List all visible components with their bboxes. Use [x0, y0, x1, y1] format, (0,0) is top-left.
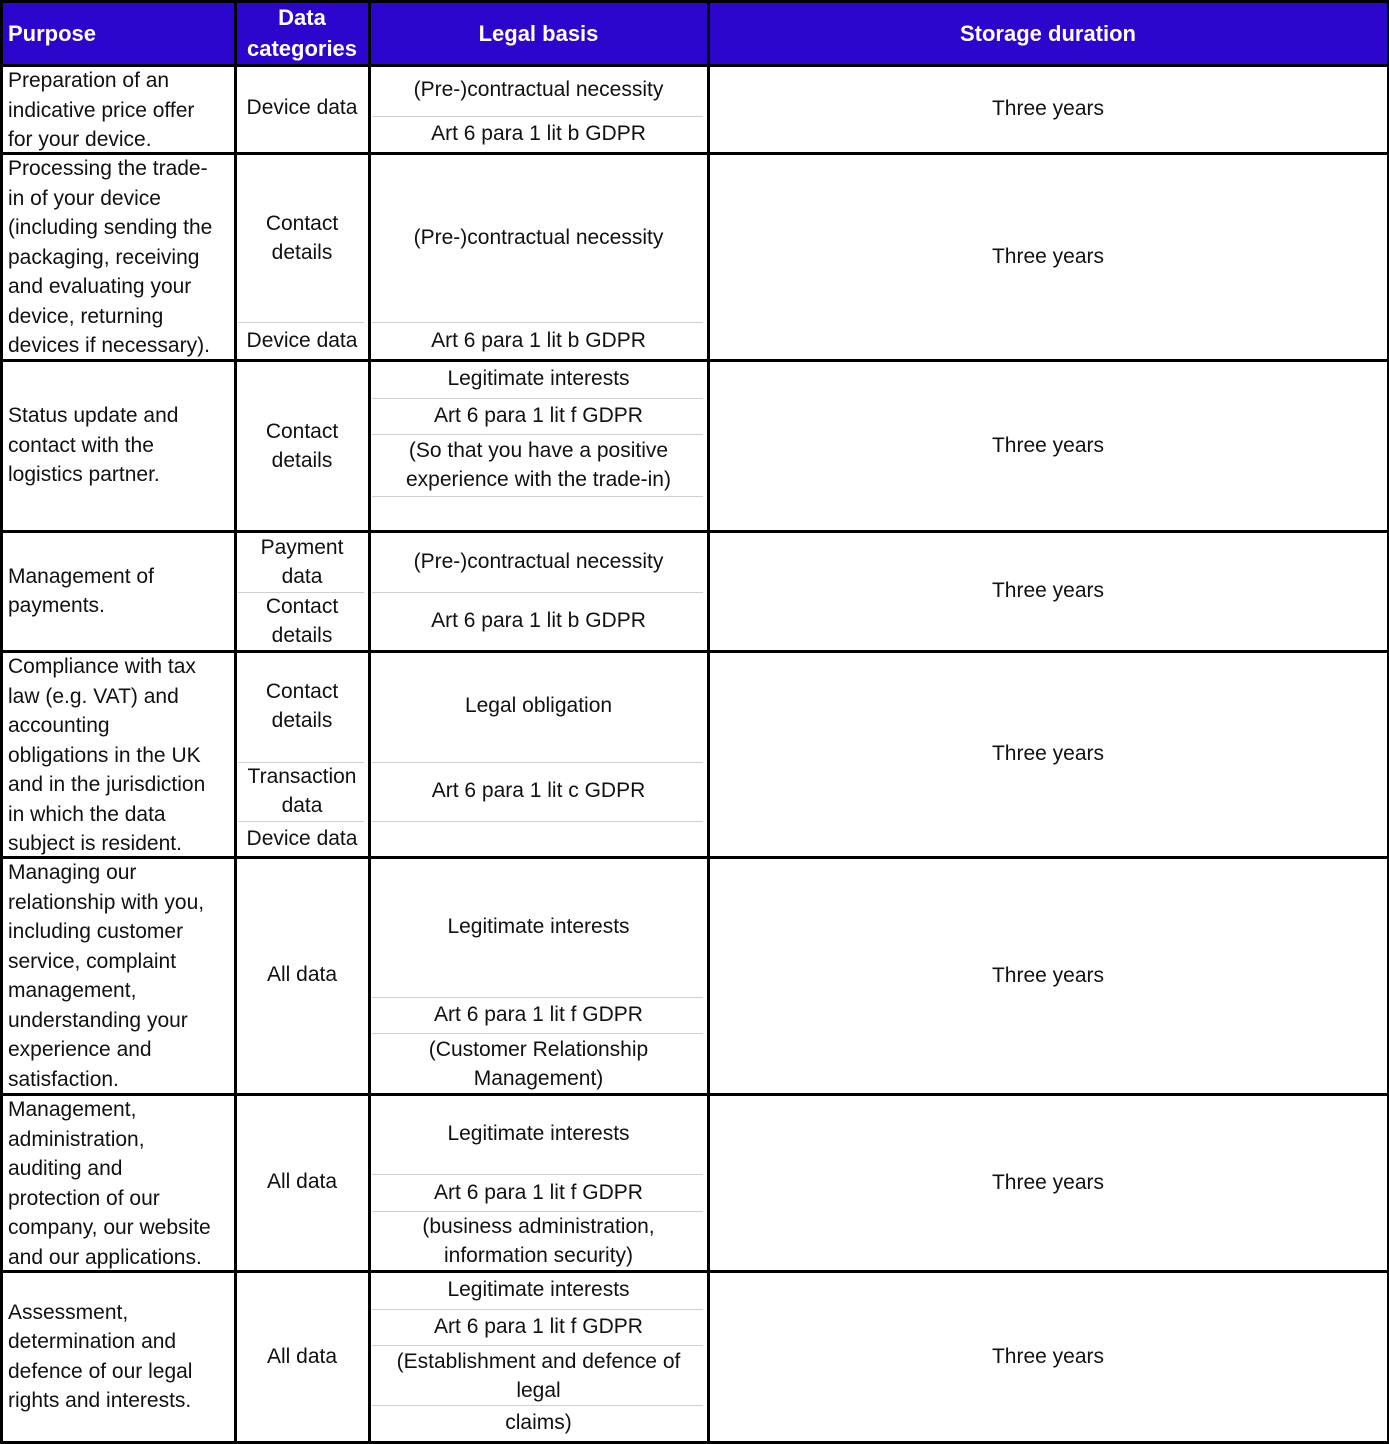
data-category-text-line: All data: [266, 1345, 338, 1369]
legal-basis-divider: [372, 322, 703, 323]
data-category-divider: [238, 322, 364, 323]
legal-basis-entry: [370, 912, 707, 942]
purpose-text-line: for your device.: [8, 128, 152, 151]
legal-basis-divider: [372, 997, 703, 998]
legal-basis-text-line: (Pre-)contractual necessity: [413, 78, 664, 102]
data-category-text-line: Device data: [246, 329, 358, 353]
legal-basis-entry: [370, 691, 707, 721]
legal-basis-divider: [372, 762, 703, 763]
legal-basis-divider: [372, 398, 703, 399]
purpose-cell: [2, 1095, 234, 1270]
purpose-text-line: protection of our: [8, 1186, 160, 1210]
purpose-cell: [2, 154, 234, 359]
legal-basis-entry: [370, 436, 707, 495]
legal-basis-text-line: Legitimate interests: [447, 1278, 630, 1302]
data-category: [236, 1167, 368, 1197]
legal-basis-text-line: (Customer Relationship: [428, 1037, 649, 1061]
legal-basis-text-line: (So that you have a positive: [408, 438, 669, 462]
legal-basis-divider: [372, 1174, 703, 1175]
header-purpose-label: Purpose: [8, 20, 97, 46]
data-category-text-line: Device data: [246, 96, 358, 120]
data-category-divider: [238, 762, 364, 763]
header-storage-duration-label: Storage duration: [959, 20, 1136, 46]
purpose-text-line: rights and interests.: [8, 1389, 192, 1412]
table-column-border: [368, 0, 371, 1444]
legal-basis-divider: [372, 434, 703, 435]
purpose-text-line: and in the jurisdiction: [8, 773, 206, 796]
purpose-text-line: relationship with you,: [8, 890, 205, 914]
data-category-text-line: All data: [266, 963, 338, 987]
legal-basis-entry: [370, 547, 707, 577]
storage-duration-text: Three years: [991, 244, 1105, 268]
legal-basis-text-line: claims): [505, 1411, 572, 1435]
data-category-divider: [238, 821, 364, 822]
data-category-text-line: data: [281, 565, 323, 588]
purpose-text-line: logistics partner.: [8, 463, 160, 487]
data-category: [236, 93, 368, 123]
legal-basis-text-line: (Pre-)contractual necessity: [413, 550, 664, 574]
purpose-text-line: packaging, receiving: [8, 245, 200, 269]
data-category-text-line: Device data: [246, 827, 358, 851]
legal-basis-text-line: Legal obligation: [464, 694, 613, 718]
legal-basis-entry: [370, 401, 707, 431]
purpose-cell: [2, 532, 234, 650]
legal-basis-divider: [372, 1211, 703, 1212]
legal-basis-text-line: (business administration,: [422, 1214, 655, 1238]
table-row-border: [0, 152, 1389, 155]
table-row-border: [0, 530, 1389, 533]
header-data-categories-line2: categories: [246, 36, 358, 61]
purpose-text-line: obligations in the UK: [8, 743, 201, 767]
legal-basis-entry: [370, 1035, 707, 1094]
purpose-text-line: management,: [8, 979, 137, 1002]
header-data-categories-line1: Data: [278, 5, 326, 30]
data-category-divider: [238, 592, 364, 593]
purpose-cell: [2, 66, 234, 152]
legal-basis-entry: [370, 1000, 707, 1030]
data-category: [236, 960, 368, 990]
legal-basis-text-line: Art 6 para 1 lit b GDPR: [431, 329, 646, 353]
purpose-text-line: indicative price offer: [8, 98, 195, 122]
storage-duration-text: Three years: [991, 1344, 1105, 1368]
legal-basis-entry: [370, 223, 707, 253]
data-category-text-line: Payment: [260, 535, 344, 559]
purpose-text-line: administration,: [8, 1127, 145, 1151]
header-legal-basis: [370, 2, 707, 64]
legal-basis-text-line: Legitimate interests: [447, 367, 630, 391]
legal-basis-divider: [372, 116, 703, 117]
legal-basis-divider: [372, 592, 703, 593]
legal-basis-text-line: Art 6 para 1 lit f GDPR: [434, 1315, 643, 1339]
legal-basis-divider: [372, 1309, 703, 1310]
legal-basis-text-line: (Establishment and defence of: [396, 1349, 681, 1373]
purpose-text-line: Processing the trade-: [8, 157, 208, 180]
storage-duration-cell: [709, 361, 1387, 530]
data-category-text-line: data: [281, 794, 323, 817]
storage-duration-text: Three years: [991, 97, 1105, 121]
storage-duration-cell: [709, 532, 1387, 650]
purpose-text-line: in of your device: [8, 186, 161, 210]
header-legal-basis-label: Legal basis: [478, 20, 599, 46]
legal-basis-entry: [370, 326, 707, 356]
purpose-text-line: service, complaint: [8, 949, 177, 973]
purpose-text-line: contact with the: [8, 433, 154, 457]
legal-basis-text-line: Art 6 para 1 lit b GDPR: [431, 609, 646, 633]
legal-basis-entry: [370, 1212, 707, 1271]
data-category-text-line: details: [271, 241, 333, 264]
data-category-text-line: All data: [266, 1170, 338, 1194]
purpose-text-line: including customer: [8, 920, 184, 943]
legal-basis-divider: [372, 1345, 703, 1346]
header-purpose: [2, 2, 234, 64]
table-row-border: [0, 359, 1389, 362]
legal-basis-text-line: Art 6 para 1 lit f GDPR: [434, 1181, 643, 1205]
purpose-cell: [2, 361, 234, 530]
purpose-text-line: Management of: [8, 564, 154, 588]
data-category-text-line: Transaction: [247, 764, 357, 788]
legal-basis-divider: [372, 821, 703, 822]
data-category: [236, 326, 368, 356]
table-row-border: [0, 64, 1389, 67]
purpose-text-line: payments.: [8, 594, 105, 617]
purpose-cell: [2, 652, 234, 856]
legal-basis-entry: [370, 1178, 707, 1208]
storage-duration-text: Three years: [991, 579, 1105, 603]
purpose-text-line: Management,: [8, 1098, 137, 1121]
legal-basis-text-line: Management): [473, 1067, 604, 1090]
purpose-text-line: and our applications.: [8, 1245, 202, 1269]
legal-basis-entry: [370, 606, 707, 636]
purpose-text-line: devices if necessary).: [8, 334, 210, 357]
data-category-text-line: Contact: [265, 211, 339, 235]
purpose-text-line: company, our website: [8, 1216, 211, 1239]
purpose-text-line: defence of our legal: [8, 1359, 193, 1383]
purpose-cell: [2, 1272, 234, 1441]
legal-basis-text-line: legal: [516, 1379, 561, 1402]
table-row-border: [0, 1093, 1389, 1096]
legal-basis-entry: [370, 776, 707, 806]
purpose-text-line: Assessment,: [8, 1300, 129, 1324]
legal-basis-text-line: information security): [443, 1244, 634, 1267]
storage-duration-cell: [709, 1095, 1387, 1270]
data-category-text-line: Contact: [265, 594, 339, 618]
data-category: [236, 533, 368, 592]
purpose-text-line: experience and: [8, 1038, 152, 1061]
legal-basis-text-line: Art 6 para 1 lit f GDPR: [434, 404, 643, 428]
purpose-text-line: Status update and: [8, 404, 179, 428]
table-row-border: [0, 0, 1389, 3]
legal-basis-divider: [372, 1405, 703, 1406]
purpose-text-line: Preparation of an: [8, 69, 170, 92]
data-category: [236, 824, 368, 854]
legal-basis-entry: [370, 364, 707, 394]
data-category: [236, 677, 368, 736]
table-column-border: [234, 0, 237, 1444]
legal-basis-entry: [370, 1347, 707, 1406]
legal-basis-entry: [370, 1408, 707, 1438]
storage-duration-cell: [709, 1272, 1387, 1441]
table-row-border: [0, 1270, 1389, 1273]
data-category-text-line: details: [271, 709, 333, 732]
legal-basis-entry: [370, 1275, 707, 1305]
legal-basis-text-line: Art 6 para 1 lit c GDPR: [431, 779, 646, 803]
legal-basis-divider: [372, 1033, 703, 1034]
purpose-text-line: Managing our: [8, 861, 137, 884]
header-storage-duration: [709, 2, 1387, 64]
purpose-text-line: auditing and: [8, 1157, 123, 1180]
legal-basis-text-line: Art 6 para 1 lit b GDPR: [431, 122, 646, 146]
data-category: [236, 592, 368, 651]
storage-duration-cell: [709, 652, 1387, 856]
legal-basis-entry: [370, 1119, 707, 1149]
legal-basis-text-line: Legitimate interests: [447, 1122, 630, 1146]
table-row-border: [0, 650, 1389, 653]
purpose-text-line: in which the data: [8, 802, 166, 826]
legal-basis-entry: [370, 119, 707, 149]
purpose-text-line: Compliance with tax: [8, 655, 196, 678]
legal-basis-text-line: experience with the trade-in): [406, 468, 671, 491]
legal-basis-entry: [370, 75, 707, 105]
data-category: [236, 762, 368, 821]
data-category: [236, 209, 368, 268]
table-column-border: [707, 0, 710, 1444]
legal-basis-text-line: (Pre-)contractual necessity: [413, 226, 664, 250]
data-category-text-line: Contact: [265, 419, 339, 443]
storage-duration-text: Three years: [991, 963, 1105, 987]
purpose-text-line: and evaluating your: [8, 275, 192, 298]
storage-duration-cell: [709, 858, 1387, 1093]
purpose-text-line: (including sending the: [8, 216, 213, 239]
purpose-text-line: subject is resident.: [8, 832, 182, 855]
data-category-text-line: Contact: [265, 679, 339, 703]
table-row-border: [0, 856, 1389, 859]
table-column-border: [0, 0, 3, 1444]
legal-basis-text-line: Legitimate interests: [447, 915, 630, 939]
header-data-categories: [236, 2, 368, 64]
purpose-text-line: device, returning: [8, 304, 164, 328]
purpose-text-line: determination and: [8, 1330, 177, 1353]
data-category-text-line: details: [271, 624, 333, 647]
legal-basis-entry: [370, 1312, 707, 1342]
data-category: [236, 417, 368, 476]
data-category: [236, 1342, 368, 1372]
storage-duration-cell: [709, 66, 1387, 152]
purpose-text-line: accounting: [8, 714, 110, 737]
storage-duration-text: Three years: [991, 742, 1105, 766]
data-category-text-line: details: [271, 449, 333, 472]
storage-duration-text: Three years: [991, 433, 1105, 457]
legal-basis-text-line: Art 6 para 1 lit f GDPR: [434, 1003, 643, 1027]
storage-duration-text: Three years: [991, 1170, 1105, 1194]
storage-duration-cell: [709, 154, 1387, 359]
legal-basis-divider: [372, 496, 703, 497]
purpose-text-line: law (e.g. VAT) and: [8, 684, 179, 708]
purpose-text-line: satisfaction.: [8, 1067, 119, 1091]
purpose-cell: [2, 858, 234, 1093]
purpose-text-line: understanding your: [8, 1008, 188, 1032]
